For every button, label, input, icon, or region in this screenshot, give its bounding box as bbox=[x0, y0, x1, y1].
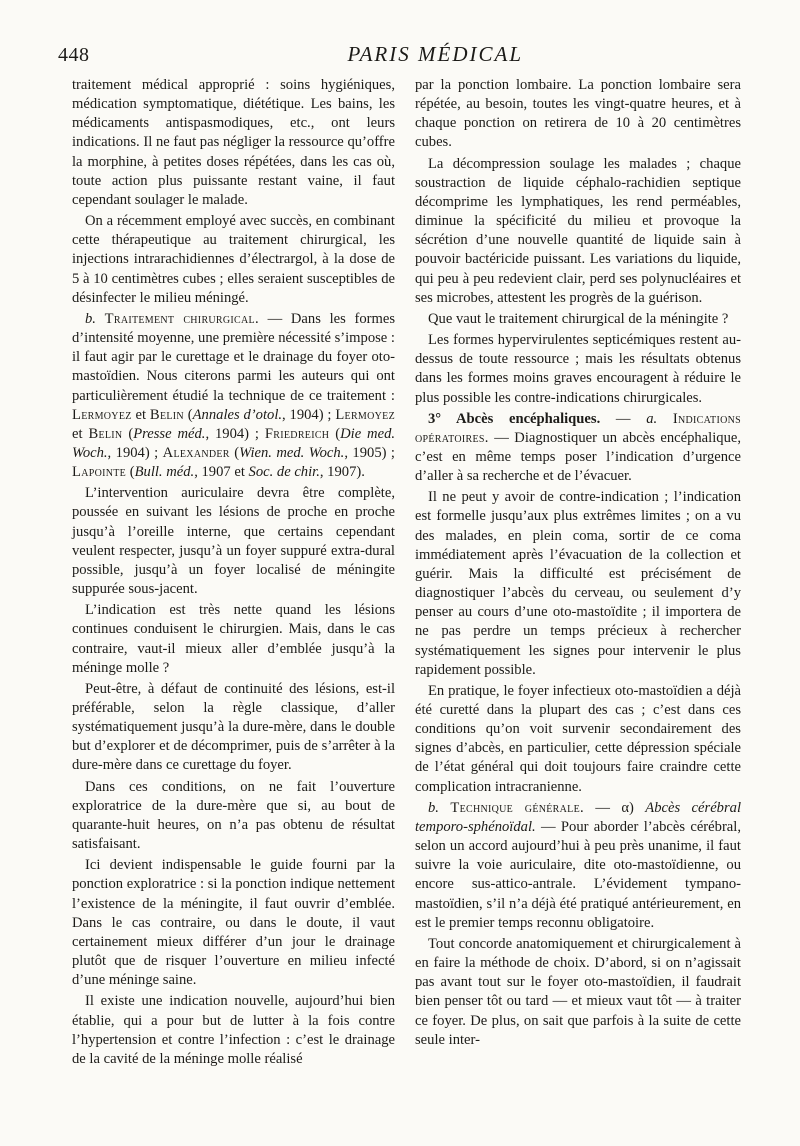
small-caps-text: Technique générale. bbox=[450, 799, 584, 816]
text-run: , 1905) ; bbox=[344, 444, 395, 461]
text-run: L’indication est très nette quand les lésions continues conduisent le chirurgien. Mais, dans le cas contraire, vaut-il mieux aller d’emblée jusqu’à la méninge molle ? bbox=[72, 602, 395, 676]
small-caps-text: Lapointe bbox=[72, 464, 127, 481]
text-run: ( bbox=[329, 425, 341, 442]
small-caps-text: Traitement chirurgical. bbox=[104, 310, 259, 327]
italic-text: b. bbox=[428, 799, 439, 816]
small-caps-text: Alexander bbox=[162, 444, 230, 461]
paragraph bbox=[72, 601, 395, 678]
text-run: Il ne peut y avoir de contre-indication ; l’indication est formelle jusqu’aux plus extrêmes limites ; on a vu des malades, en plein coma, sortir de ce coma immédiatement après l’évacuation de la collection et guérir. Mais la difficulté est précisément de diagnostiquer l’abcès du cerveau, ou seulement d’y penser au cours d’une oto-mastoïdite ; il importera de ne pas perdre un temps précieux à rechercher systématiquement les signes pour intervenir le plus rapidement possible. bbox=[415, 489, 741, 678]
small-caps-text: Indications opératoires. bbox=[415, 410, 741, 446]
small-caps-text: Belin bbox=[88, 425, 123, 442]
paragraph bbox=[415, 488, 741, 680]
paragraph bbox=[415, 76, 741, 153]
italic-text: Bull. méd. bbox=[134, 464, 195, 481]
text-run: Il existe une indication nouvelle, aujourd’hui bien établie, qui a pour but de lutter à la fois contre l’hypertension et contre l’infection : c’est le drainage de la cavité de la méninge molle réalisé bbox=[72, 993, 395, 1067]
text-run: traitement médical approprié : soins hygiéniques, médication symptomatique, diététique. Les bains, les médicaments antispasmodiques, etc., ont leurs indications. Il ne faut pas négliger la ressource qu’offre la morphine, à petites doses répétées, dans les cas où, toute action plus puissante restant vaine, il faut cependant soulager le malade. bbox=[72, 77, 395, 208]
text-run: Dans ces conditions, on ne fait l’ouverture exploratrice de la dure-mère que si, au bout de quarante-huit heures, on n’a pas obtenu de résultat satisfaisant. bbox=[72, 778, 395, 853]
paragraph bbox=[415, 682, 741, 797]
paragraph bbox=[72, 212, 395, 308]
running-head bbox=[58, 42, 738, 70]
italic-text: b. bbox=[85, 310, 105, 327]
italic-text: Die med. Woch. bbox=[72, 425, 396, 461]
small-caps-text: Lermoyez bbox=[72, 406, 132, 423]
text-run: Ici devient indispensable le guide fourni par la ponction exploratrice : si la ponction indique nettement l’existence de la méningite, il faut ouvrir d’emblée. Dans le cas contraire, ou dans le doute, il vaut certainement mieux différer d’un jour le drainage plutôt que de risquer l’ouverture en milieu infecté d’une méninge saine. bbox=[72, 857, 396, 989]
italic-text: Abcès cérébral temporo-sphénoïdal. bbox=[415, 799, 741, 835]
paragraph bbox=[415, 310, 741, 329]
text-run: Les formes hypervirulentes septicémiques restent au-dessus de toute ressource ; mais les résultats obtenus dans les formes moins graves encouragent à réduire le plus possible les contre-indications chirurgicales. bbox=[415, 332, 741, 406]
text-run: Peut-être, à défaut de continuité des lésions, est-il préférable, selon la règle classique, d’aller systématiquement jusqu’à la dure-mère, dans le double but d’explorer et de décomprimer, puis de s’arrêter à la dure-mère dans ce curettage du foyer. bbox=[72, 680, 395, 774]
text-run: L’intervention auriculaire devra être complète, poussée en suivant les lésions de proche en proche jusqu’à l’oreille interne, que certains cependant veulent respecter, jusqu’à un foyer suppuré extra-dural possible, jusqu’à un foyer localisé de méningite suppurée sous-jacent. bbox=[72, 485, 395, 598]
paragraph bbox=[415, 410, 741, 487]
text-run: , 1907). bbox=[319, 464, 365, 481]
italic-text: Presse méd. bbox=[133, 425, 206, 442]
text-run: En pratique, le foyer infectieux oto-mastoïdien a déjà été curetté dans la plupart des cas ; c’est dans ces conditions qu’on voit survenir secondairement des signes d’abcès, en particulier, cette dépression spéciale de l’état général qui doit toujours faire craindre cette complication intracranienne. bbox=[415, 682, 741, 795]
text-run: — bbox=[600, 410, 647, 427]
italic-text: Soc. de chir. bbox=[248, 464, 320, 481]
text-run bbox=[657, 411, 673, 427]
paragraph bbox=[72, 310, 395, 482]
small-caps-text: Belin bbox=[149, 406, 184, 423]
journal-title: PARIS MÉDICAL bbox=[347, 42, 523, 66]
text-run: , 1904) ; bbox=[107, 444, 163, 461]
left-column bbox=[72, 76, 395, 1071]
text-run: ( bbox=[126, 464, 135, 481]
small-caps-text: Friedreich bbox=[264, 425, 330, 442]
page-number: 448 bbox=[58, 44, 90, 66]
italic-text: Wien. med. Woch. bbox=[239, 444, 345, 461]
text-run: par la ponction lombaire. La ponction lombaire sera répétée, au besoin, toutes les vingt-quatre heures, et à chaque ponction on retirera de 10 à 20 centimètres cubes. bbox=[415, 77, 741, 151]
text-run: Que vaut le traitement chirurgical de la méningite ? bbox=[428, 310, 729, 327]
text-run: ( bbox=[229, 444, 240, 461]
paragraph bbox=[72, 992, 395, 1069]
text-run: et bbox=[72, 425, 89, 442]
italic-text: a. bbox=[646, 410, 658, 427]
text-run: , 1907 et bbox=[194, 464, 249, 481]
right-column bbox=[415, 76, 741, 1052]
paragraph bbox=[415, 799, 741, 933]
text-run: — Diagnostiquer un abcès encéphalique, c’est en même temps poser l’indication d’urgence d’aller à sa recherche et de l’évacuer. bbox=[415, 429, 741, 485]
text-run: , 1904) ; bbox=[205, 425, 265, 442]
bold-heading: 3° Abcès encéphaliques. bbox=[428, 410, 601, 427]
paragraph bbox=[72, 484, 395, 599]
paragraph bbox=[72, 778, 395, 855]
text-run: — Pour aborder l’abcès cérébral, selon un accord aujourd’hui à peu près unanime, il faut suivre la voie auriculaire, dite oto-mastoïdienne, ou encore sus-attico-antrale. L’évidement tympano-mastoïdien, s’il n’a déjà été pratiqué antérieurement, en est le premier temps reconnu obligatoire. bbox=[415, 818, 741, 931]
text-run: On a récemment employé avec succès, en combinant cette thérapeutique au traitement chirurgical, les injections intrarachidiennes d’électrargol, à la dose de 5 à 10 centimètres cubes ; elles seraient susceptibles de désinfecter le milieu méningé. bbox=[72, 213, 395, 306]
text-run: — Dans les formes d’intensité moyenne, une première nécessité s’impose : il faut agir par le curettage et le drainage du foyer oto-mastoïdien. Nous citerons parmi les auteurs qui ont particulièrement étudié la technique de ce traitement : bbox=[72, 310, 395, 404]
paragraph bbox=[415, 935, 741, 1050]
paragraph bbox=[415, 155, 741, 308]
text-run: , 1904) ; bbox=[282, 406, 336, 423]
paragraph bbox=[415, 331, 741, 408]
italic-text: Annales d’otol. bbox=[192, 406, 283, 423]
small-caps-text: Lermoyez bbox=[335, 406, 395, 423]
text-run: ( bbox=[183, 406, 193, 423]
text-run: La décompression soulage les malades ; chaque soustraction de liquide céphalo-rachidien septique décomprime les lymphatiques, les rend perméables, diminue la spécificité du milieu et provoque la sécrétion d’une nouvelle quantité de liquide sain à pouvoir bactéricide puissant. Les variations du liquide, qui peu à peu redevient clair, perd ses polynucléaires et ses microbes, attestent les progrès de la guérison. bbox=[415, 155, 741, 306]
paragraph bbox=[72, 76, 395, 210]
text-run: — α) bbox=[583, 799, 646, 816]
text-run: et bbox=[131, 406, 150, 423]
paragraph bbox=[72, 680, 395, 776]
text-run: ( bbox=[122, 425, 134, 442]
text-run: Tout concorde anatomiquement et chirurgicalement à en faire la méthode de choix. D’abord, si on n’agissait pas avant tout sur le foyer oto-mastoïdien, il faudrait bien penser tôt ou tard — et mieux vaut tôt — à traiter ce foyer. De plus, on sait que parfois à la suite de cette seule inter- bbox=[415, 935, 741, 1048]
paragraph bbox=[72, 856, 395, 990]
text-run bbox=[439, 800, 450, 816]
